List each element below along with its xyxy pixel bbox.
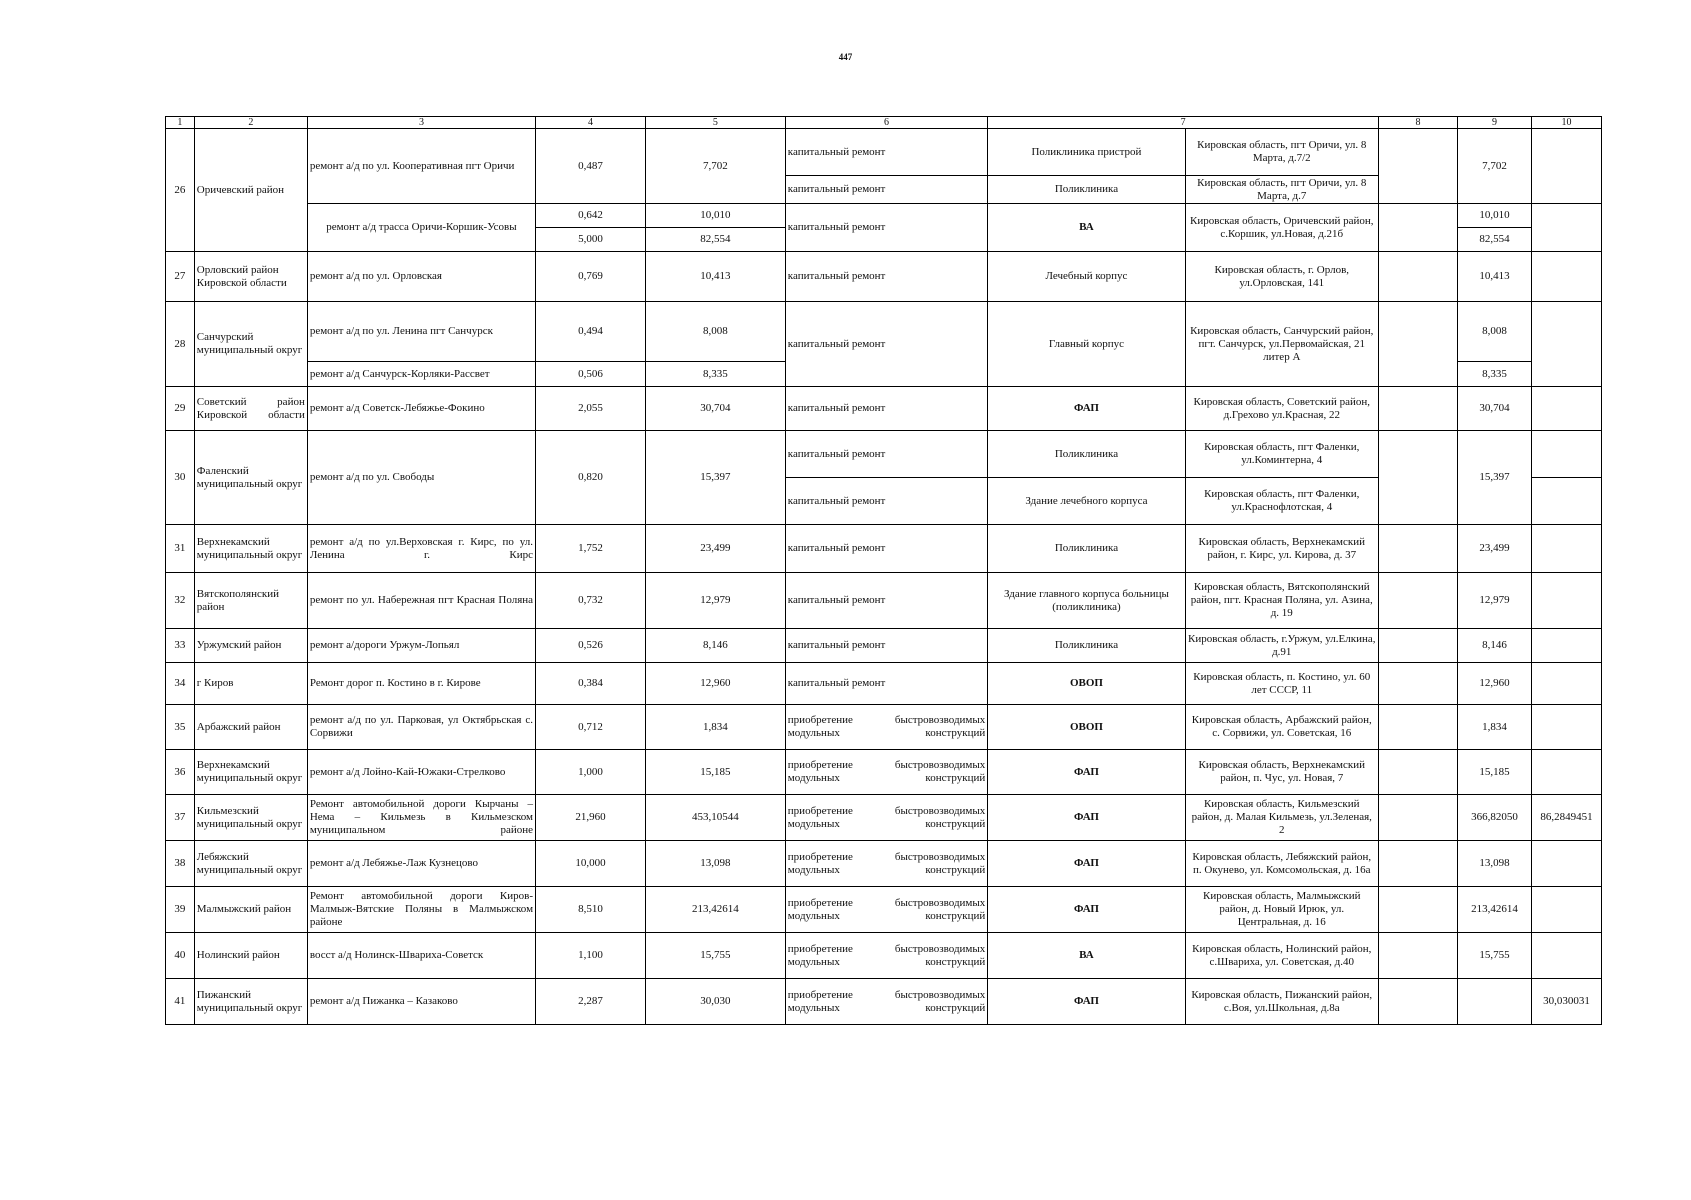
table-row xyxy=(166,573,1602,629)
col9-cell: 30,704 xyxy=(1458,387,1532,431)
row-number: 28 xyxy=(166,302,195,387)
col8-cell xyxy=(1378,525,1457,573)
col10-cell xyxy=(1532,705,1602,750)
col9-cell: 82,554 xyxy=(1458,228,1532,252)
table-row xyxy=(166,525,1602,573)
facility-cell: ФАП xyxy=(988,887,1185,933)
work-type-cell: приобретение быстровозводимых модульных конструкций xyxy=(785,933,987,979)
road-work-cell: ремонт а/д по ул. Орловская xyxy=(307,252,535,302)
work-type-cell: приобретение быстровозводимых модульных конструкций xyxy=(785,705,987,750)
col10-cell: 30,030031 xyxy=(1532,979,1602,1025)
cost-cell: 213,42614 xyxy=(646,887,786,933)
district-cell: Орловский район Кировской области xyxy=(194,252,307,302)
cost-cell: 15,397 xyxy=(646,431,786,525)
district-cell: Верхнекамский муниципальный округ xyxy=(194,750,307,795)
table-row xyxy=(166,129,1602,176)
cost-cell: 10,413 xyxy=(646,252,786,302)
work-type-cell: капитальный ремонт xyxy=(785,478,987,525)
district-cell: Малмыжский район xyxy=(194,887,307,933)
column-header: 9 xyxy=(1458,117,1532,129)
table-row xyxy=(166,933,1602,979)
col9-cell: 1,834 xyxy=(1458,705,1532,750)
col8-cell xyxy=(1378,750,1457,795)
facility-cell: Лечебный корпус xyxy=(988,252,1185,302)
district-cell: Уржумский район xyxy=(194,629,307,663)
table-row xyxy=(166,979,1602,1025)
cost-cell: 7,702 xyxy=(646,129,786,204)
road-work-cell: Ремонт автомобильной дороги Кырчаны – Нема – Кильмезь в Кильмезском муниципальном районе xyxy=(307,795,535,841)
col8-cell xyxy=(1378,795,1457,841)
column-header: 2 xyxy=(194,117,307,129)
length-cell: 0,384 xyxy=(536,663,646,705)
length-cell: 0,642 xyxy=(536,204,646,228)
work-type-cell: капитальный ремонт xyxy=(785,204,987,252)
col9-cell: 366,82050 xyxy=(1458,795,1532,841)
page-number: 447 xyxy=(838,52,853,62)
facility-cell: Поликлиника xyxy=(988,176,1185,204)
col8-cell xyxy=(1378,431,1457,525)
col9-cell: 8,335 xyxy=(1458,362,1532,387)
road-work-cell: ремонт а/д трасса Оричи-Коршик-Усовы xyxy=(307,204,535,252)
address-cell: Кировская область, Лебяжский район, п. Окунево, ул. Комсомольская, д. 16а xyxy=(1185,841,1378,887)
address-cell: Кировская область, п. Костино, ул. 60 лет СССР, 11 xyxy=(1185,663,1378,705)
cost-cell: 30,030 xyxy=(646,979,786,1025)
row-number: 31 xyxy=(166,525,195,573)
column-header: 8 xyxy=(1378,117,1457,129)
length-cell: 0,769 xyxy=(536,252,646,302)
row-number: 27 xyxy=(166,252,195,302)
address-cell: Кировская область, г. Орлов, ул.Орловская, 141 xyxy=(1185,252,1378,302)
row-number: 40 xyxy=(166,933,195,979)
road-work-cell: Ремонт автомобильной дороги Киров-Малмыж-Вятские Поляны в Малмыжском районе xyxy=(307,887,535,933)
work-type-cell: капитальный ремонт xyxy=(785,663,987,705)
road-work-cell: ремонт а/д по ул. Парковая, ул Октябрьская с. Сорвижи xyxy=(307,705,535,750)
address-cell: Кировская область, Верхнекамский район, г. Кирс, ул. Кирова, д. 37 xyxy=(1185,525,1378,573)
address-cell: Кировская область, Малмыжский район, д. Новый Ирюк, ул. Центральная, д. 16 xyxy=(1185,887,1378,933)
col10-cell xyxy=(1532,663,1602,705)
district-cell: Кильмезский муниципальный округ xyxy=(194,795,307,841)
district-cell: Верхнекамский муниципальный округ xyxy=(194,525,307,573)
facility-cell: ФАП xyxy=(988,750,1185,795)
col8-cell xyxy=(1378,629,1457,663)
length-cell: 21,960 xyxy=(536,795,646,841)
column-header-row xyxy=(166,117,1602,129)
table-row xyxy=(166,795,1602,841)
district-cell: Советский район Кировской области xyxy=(194,387,307,431)
row-number: 39 xyxy=(166,887,195,933)
road-work-cell: восст а/д Нолинск-Шварихa-Советск xyxy=(307,933,535,979)
facility-cell: ФАП xyxy=(988,979,1185,1025)
cost-cell: 15,185 xyxy=(646,750,786,795)
row-number: 35 xyxy=(166,705,195,750)
length-cell: 0,820 xyxy=(536,431,646,525)
table-row xyxy=(166,663,1602,705)
cost-cell: 8,335 xyxy=(646,362,786,387)
col9-cell: 15,397 xyxy=(1458,431,1532,525)
col10-cell xyxy=(1532,750,1602,795)
col8-cell xyxy=(1378,979,1457,1025)
cost-cell: 8,146 xyxy=(646,629,786,663)
length-cell: 1,100 xyxy=(536,933,646,979)
col10-cell xyxy=(1532,252,1602,302)
work-type-cell: приобретение быстровозводимых модульных конструкций xyxy=(785,841,987,887)
road-work-cell: ремонт а/д Санчурск-Корляки-Рассвет xyxy=(307,362,535,387)
address-cell: Кировская область, Советский район, д.Грехово ул.Красная, 22 xyxy=(1185,387,1378,431)
cost-cell: 453,10544 xyxy=(646,795,786,841)
facility-cell: Поликлиника xyxy=(988,629,1185,663)
length-cell: 10,000 xyxy=(536,841,646,887)
row-number: 33 xyxy=(166,629,195,663)
address-cell: Кировская область, Кильмезский район, д. Малая Кильмезь, ул.Зеленая, 2 xyxy=(1185,795,1378,841)
table-row xyxy=(166,387,1602,431)
table-row xyxy=(166,705,1602,750)
col10-cell xyxy=(1532,204,1602,252)
district-cell: Арбажский район xyxy=(194,705,307,750)
address-cell: Кировская область, пгт Оричи, ул. 8 Марта, д.7/2 xyxy=(1185,129,1378,176)
cost-cell: 13,098 xyxy=(646,841,786,887)
col10-cell xyxy=(1532,431,1602,478)
col8-cell xyxy=(1378,204,1457,252)
col10-cell xyxy=(1532,933,1602,979)
col8-cell xyxy=(1378,933,1457,979)
road-work-cell: ремонт а/д Лойно-Кай-Южаки-Стрелково xyxy=(307,750,535,795)
road-work-cell: ремонт а/д Лебяжье-Лаж Кузнецово xyxy=(307,841,535,887)
col8-cell xyxy=(1378,252,1457,302)
row-number: 37 xyxy=(166,795,195,841)
col9-cell xyxy=(1458,979,1532,1025)
length-cell: 0,494 xyxy=(536,302,646,362)
work-type-cell: приобретение быстровозводимых модульных конструкций xyxy=(785,795,987,841)
work-type-cell: капитальный ремонт xyxy=(785,629,987,663)
col8-cell xyxy=(1378,887,1457,933)
col10-cell xyxy=(1532,629,1602,663)
column-header: 6 xyxy=(785,117,987,129)
funding-table xyxy=(165,116,1602,1025)
row-number: 34 xyxy=(166,663,195,705)
cost-cell: 15,755 xyxy=(646,933,786,979)
road-work-cell: ремонт по ул. Набережная пгт Красная Поляна xyxy=(307,573,535,629)
address-cell: Кировская область, Оричевский район, с.Коршик, ул.Новая, д.21б xyxy=(1185,204,1378,252)
work-type-cell: приобретение быстровозводимых модульных конструкций xyxy=(785,750,987,795)
col10-cell xyxy=(1532,525,1602,573)
table-row xyxy=(166,750,1602,795)
length-cell: 5,000 xyxy=(536,228,646,252)
facility-cell: Поликлиника пристрой xyxy=(988,129,1185,176)
row-number: 30 xyxy=(166,431,195,525)
col10-cell xyxy=(1532,302,1602,387)
col10-cell xyxy=(1532,478,1602,525)
col8-cell xyxy=(1378,387,1457,431)
work-type-cell: приобретение быстровозводимых модульных конструкций xyxy=(785,887,987,933)
road-work-cell: ремонт а/дороги Уржум-Лопьял xyxy=(307,629,535,663)
road-work-cell: ремонт а/д Советск-Лебяжье-Фокино xyxy=(307,387,535,431)
work-type-cell: капитальный ремонт xyxy=(785,176,987,204)
address-cell: Кировская область, пгт Оричи, ул. 8 Марта, д.7 xyxy=(1185,176,1378,204)
work-type-cell: капитальный ремонт xyxy=(785,431,987,478)
col9-cell: 8,146 xyxy=(1458,629,1532,663)
cost-cell: 23,499 xyxy=(646,525,786,573)
table-row xyxy=(166,204,1602,228)
length-cell: 8,510 xyxy=(536,887,646,933)
col9-cell: 8,008 xyxy=(1458,302,1532,362)
road-work-cell: ремонт а/д по ул. Свободы xyxy=(307,431,535,525)
col8-cell xyxy=(1378,705,1457,750)
length-cell: 0,712 xyxy=(536,705,646,750)
facility-cell: ФАП xyxy=(988,387,1185,431)
row-number: 32 xyxy=(166,573,195,629)
table-row xyxy=(166,431,1602,478)
col8-cell xyxy=(1378,573,1457,629)
district-cell: Фаленский муниципальный округ xyxy=(194,431,307,525)
facility-cell: ВА xyxy=(988,933,1185,979)
length-cell: 1,000 xyxy=(536,750,646,795)
column-header: 5 xyxy=(646,117,786,129)
facility-cell: ОВОП xyxy=(988,663,1185,705)
table-row xyxy=(166,841,1602,887)
row-number: 41 xyxy=(166,979,195,1025)
row-number: 26 xyxy=(166,129,195,252)
column-header: 3 xyxy=(307,117,535,129)
road-work-cell: ремонт а/д по ул.Верховская г. Кирс, по ул. Ленина г. Кирс xyxy=(307,525,535,573)
address-cell: Кировская область, пгт Фаленки, ул.Коминтерна, 4 xyxy=(1185,431,1378,478)
road-work-cell: ремонт а/д по ул. Кооперативная пгт Оричи xyxy=(307,129,535,204)
col9-cell: 7,702 xyxy=(1458,129,1532,204)
facility-cell: ОВОП xyxy=(988,705,1185,750)
row-number: 29 xyxy=(166,387,195,431)
col9-cell: 213,42614 xyxy=(1458,887,1532,933)
facility-cell: Здание лечебного корпуса xyxy=(988,478,1185,525)
length-cell: 1,752 xyxy=(536,525,646,573)
facility-cell: Здание главного корпуса больницы (поликлиника) xyxy=(988,573,1185,629)
district-cell: Вятскополянский район xyxy=(194,573,307,629)
facility-cell: ВА xyxy=(988,204,1185,252)
address-cell: Кировская область, Арбажский район, с. Сорвижи, ул. Советская, 16 xyxy=(1185,705,1378,750)
address-cell: Кировская область, г.Уржум, ул.Елкина, д.91 xyxy=(1185,629,1378,663)
length-cell: 0,732 xyxy=(536,573,646,629)
address-cell: Кировская область, Верхнекамский район, п. Чус, ул. Новая, 7 xyxy=(1185,750,1378,795)
road-work-cell: Ремонт дорог п. Костино в г. Кирове xyxy=(307,663,535,705)
row-number: 38 xyxy=(166,841,195,887)
cost-cell: 30,704 xyxy=(646,387,786,431)
work-type-cell: капитальный ремонт xyxy=(785,573,987,629)
road-work-cell: ремонт а/д Пижанка – Казаково xyxy=(307,979,535,1025)
cost-cell: 82,554 xyxy=(646,228,786,252)
length-cell: 0,506 xyxy=(536,362,646,387)
district-cell: Лебяжский муниципальный округ xyxy=(194,841,307,887)
length-cell: 2,055 xyxy=(536,387,646,431)
col8-cell xyxy=(1378,841,1457,887)
col8-cell xyxy=(1378,663,1457,705)
facility-cell: Поликлиника xyxy=(988,431,1185,478)
work-type-cell: капитальный ремонт xyxy=(785,252,987,302)
address-cell: Кировская область, Санчурский район, пгт. Санчурск, ул.Первомайская, 21 литер А xyxy=(1185,302,1378,387)
length-cell: 0,487 xyxy=(536,129,646,204)
work-type-cell: капитальный ремонт xyxy=(785,525,987,573)
col9-cell: 15,755 xyxy=(1458,933,1532,979)
column-header: 7 xyxy=(988,117,1379,129)
col10-cell xyxy=(1532,129,1602,204)
col9-cell: 10,413 xyxy=(1458,252,1532,302)
cost-cell: 8,008 xyxy=(646,302,786,362)
col9-cell: 10,010 xyxy=(1458,204,1532,228)
work-type-cell: капитальный ремонт xyxy=(785,129,987,176)
district-cell: Нолинский район xyxy=(194,933,307,979)
col8-cell xyxy=(1378,302,1457,387)
col10-cell xyxy=(1532,887,1602,933)
district-cell: Пижанский муниципальный округ xyxy=(194,979,307,1025)
facility-cell: ФАП xyxy=(988,795,1185,841)
address-cell: Кировская область, пгт Фаленки, ул.Краснофлотская, 4 xyxy=(1185,478,1378,525)
address-cell: Кировская область, Вятскополянский район, пгт. Красная Поляна, ул. Азина, д. 19 xyxy=(1185,573,1378,629)
district-cell: г Киров xyxy=(194,663,307,705)
work-type-cell: капитальный ремонт xyxy=(785,387,987,431)
cost-cell: 12,960 xyxy=(646,663,786,705)
col9-cell: 12,960 xyxy=(1458,663,1532,705)
col10-cell xyxy=(1532,387,1602,431)
road-work-cell: ремонт а/д по ул. Ленина пгт Санчурск xyxy=(307,302,535,362)
cost-cell: 10,010 xyxy=(646,204,786,228)
address-cell: Кировская область, Пижанский район, с.Воя, ул.Школьная, д.8а xyxy=(1185,979,1378,1025)
col9-cell: 13,098 xyxy=(1458,841,1532,887)
work-type-cell: приобретение быстровозводимых модульных конструкций xyxy=(785,979,987,1025)
col9-cell: 12,979 xyxy=(1458,573,1532,629)
col9-cell: 15,185 xyxy=(1458,750,1532,795)
facility-cell: ФАП xyxy=(988,841,1185,887)
cost-cell: 12,979 xyxy=(646,573,786,629)
table-row xyxy=(166,887,1602,933)
facility-cell: Главный корпус xyxy=(988,302,1185,387)
length-cell: 2,287 xyxy=(536,979,646,1025)
length-cell: 0,526 xyxy=(536,629,646,663)
col10-cell: 86,2849451 xyxy=(1532,795,1602,841)
col8-cell xyxy=(1378,129,1457,204)
table-row xyxy=(166,629,1602,663)
district-cell: Оричевский район xyxy=(194,129,307,252)
facility-cell: Поликлиника xyxy=(988,525,1185,573)
district-cell: Санчурский муниципальный округ xyxy=(194,302,307,387)
row-number: 36 xyxy=(166,750,195,795)
column-header: 1 xyxy=(166,117,195,129)
column-header: 4 xyxy=(536,117,646,129)
address-cell: Кировская область, Нолинский район, с.Швариха, ул. Советская, д.40 xyxy=(1185,933,1378,979)
col10-cell xyxy=(1532,841,1602,887)
work-type-cell: капитальный ремонт xyxy=(785,302,987,387)
cost-cell: 1,834 xyxy=(646,705,786,750)
col9-cell: 23,499 xyxy=(1458,525,1532,573)
table-row xyxy=(166,302,1602,362)
col10-cell xyxy=(1532,573,1602,629)
column-header: 10 xyxy=(1532,117,1602,129)
table-row xyxy=(166,252,1602,302)
